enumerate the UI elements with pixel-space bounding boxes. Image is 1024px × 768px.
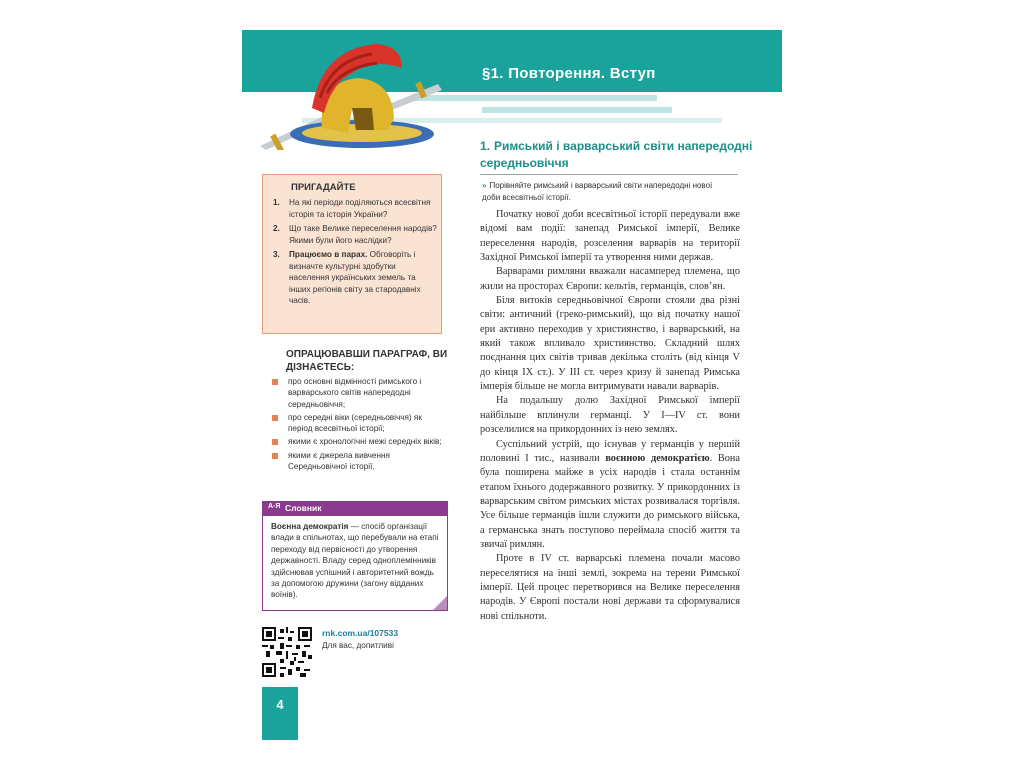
body-paragraph: Біля витоків середньовічної Європи стояли два різні світи: античний (греко-римський), що від початку нашої ери активно переходив у християнство, і варварський, на який також впливало християнство. Складний шлях поєднання цих світів тривав декілька століть (від кінця V до кінця IX ст.). У III ст. через кризу й занепад Римська імперія більше не могла витримувати навали варварів. [480, 295, 740, 393]
bullet-square-icon [272, 415, 278, 421]
bullet-square-icon [272, 439, 278, 445]
online-resource-caption: Для вас, допитливі [322, 641, 394, 650]
body-paragraph: Проте в IV ст. варварські племена почали масово переселятися на інші землі, зокрема на терени Римської імперії. Цей процес перетворився на Велике переселення народів. У Європі постали нові держави та сформувалися нові спільноти. [480, 553, 740, 622]
item-text: Обговоріть і визначте культурні здобутки населення українських земель та інших регіонів світу за стародавніх часів. [289, 250, 421, 305]
item-text: якими є джерела вивчення Середньовічної історії. [288, 450, 390, 472]
page-corner-icon [433, 596, 447, 610]
body-paragraph [480, 438, 740, 553]
item-text: Що таке Велике переселення народів? Якими були його наслідки? [289, 224, 437, 245]
list-item [273, 223, 438, 246]
task-text: Порівняйте римський і варварський світи напередодні нової доби всесвітньої історії. [482, 181, 713, 202]
glossary-definition: — спосіб організації влади в спільнотах, що перебували на етапі переходу від первісності до утворення державності. Владу серед одноплемінників здійснював успішний і авторитетний вождь за допомогою дружини (загону відданих воїнів). [271, 522, 439, 600]
remember-box [262, 174, 442, 334]
roman-helmet-illustration [252, 38, 447, 150]
learn-list [270, 376, 445, 474]
glossary-header [263, 502, 447, 516]
item-text: якими є хронологічні межі середніх віків; [288, 437, 442, 447]
item-number: 1. [273, 198, 280, 207]
item-text: На які періоди поділяються всесвітня історія та історія України? [289, 198, 431, 219]
section-number: 1. [480, 139, 491, 153]
bullet-square-icon [272, 379, 278, 385]
page-number-box [262, 687, 298, 740]
page-number: 4 [276, 697, 284, 712]
paragraph-title: §1. Повторення. Вступ [482, 65, 656, 82]
online-resource-link[interactable]: rnk.com.ua/107533 [322, 628, 399, 638]
section-title: Римський і варварський світи напередодні середньовіччя [480, 139, 753, 170]
body-paragraph: На подальшу долю Західної Римської імперії найбільше вплинули германці. У I—IV ст. вони розселилися на прикордонних із нею землях. [480, 395, 740, 436]
decorative-stripe [412, 95, 657, 101]
list-item [270, 436, 445, 447]
list-item [273, 249, 438, 307]
body-term-bold: воєнною демократією [605, 452, 710, 464]
decorative-stripe [482, 107, 672, 113]
list-item [270, 412, 445, 435]
bullet-square-icon [272, 453, 278, 459]
item-text: про основні відмінності римського і варварського світів напередодні середньовіччя; [288, 377, 422, 409]
list-item [270, 450, 445, 473]
learn-title: ОПРАЦЮВАВШИ ПАРАГРАФ, ВИ ДІЗНАЄТЕСЬ: [286, 349, 448, 373]
glossary-entry [271, 521, 443, 601]
glossary-box [262, 501, 448, 611]
main-text [480, 208, 740, 624]
item-text: про середні віки (середньовіччя) як період всесвітньої історії; [288, 412, 422, 434]
section-rule [480, 174, 738, 175]
task-prompt [482, 180, 732, 204]
remember-list [273, 197, 438, 310]
qr-code-icon[interactable] [262, 627, 312, 677]
item-bold-text: Працюємо в парах. [289, 250, 368, 259]
remember-title: ПРИГАДАЙТЕ [291, 182, 356, 193]
item-number: 3. [273, 250, 280, 259]
body-paragraph: Початку нової доби всесвітньої історії передували вже відомі вам події: занепад Римської імперії, Велике переселення народів, розселення варварів на території Західної Римської імперії та утворення ними держав. [480, 209, 740, 264]
glossary-title: Словник [285, 503, 322, 513]
item-number: 2. [273, 224, 280, 233]
textbook-page [242, 30, 782, 740]
dictionary-icon: А-Я [268, 503, 281, 510]
body-text-run: Суспільний устрій, що існував у германців у першій половині I тис., називали [480, 438, 740, 464]
section-heading [480, 138, 770, 172]
list-item [270, 376, 445, 410]
double-arrow-icon: » [482, 181, 487, 190]
glossary-term: Воєнна демократія [271, 522, 349, 531]
body-text-run: . Вона була поширена майже в усіх народів і стала останнім етапом їхнього додержавного розвитку. У прикордонних із варварським світом римських містах розвивалася торгівля. Усе більше германців ішли служити до римського війська, а германська знать поступово переймала спосіб життя та звичаї римлян. [480, 452, 740, 550]
body-paragraph: Варварами римляни вважали насамперед племена, що жили на просторах Європи: кельтів, германців, слов’ян. [480, 266, 740, 292]
list-item [273, 197, 438, 220]
